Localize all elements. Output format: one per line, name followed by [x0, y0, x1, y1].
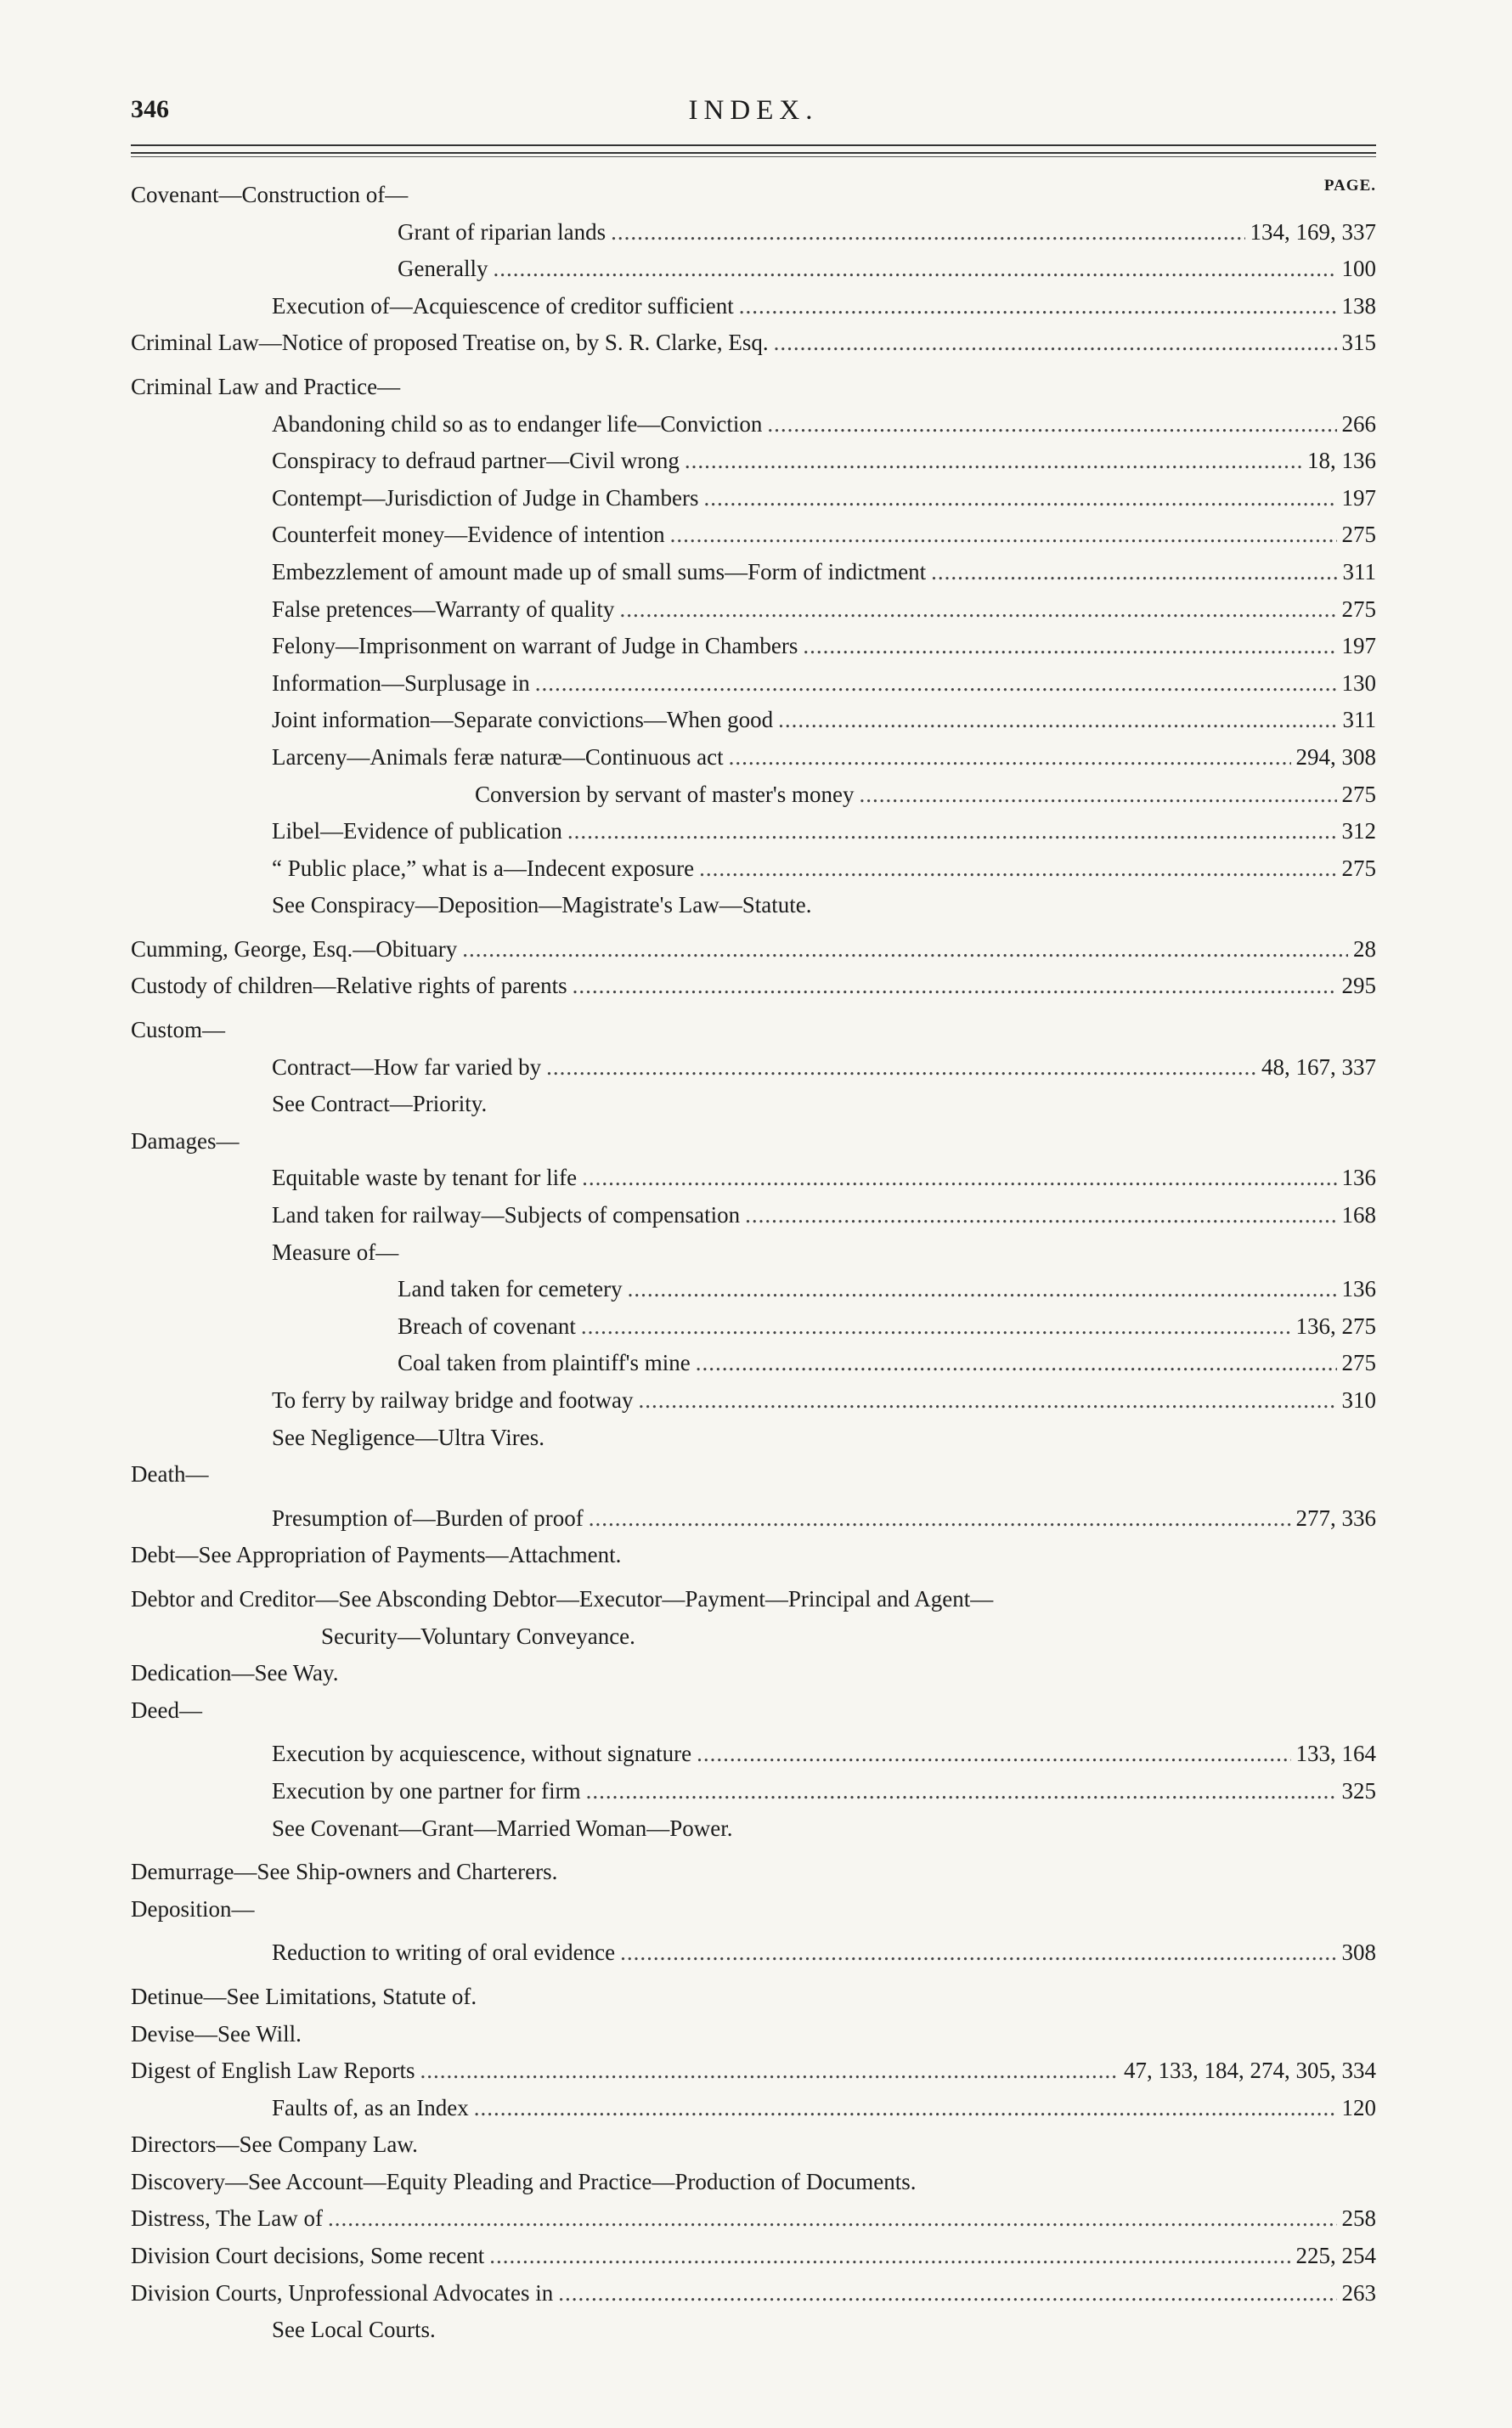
index-entry-pages: 133, 164 [1295, 1741, 1376, 1767]
dot-leader [697, 1736, 1290, 1773]
index-entry-pages: 275 [1341, 596, 1376, 622]
dot-leader [745, 1197, 1336, 1234]
index-entry [131, 369, 1376, 406]
index-entry-text: Grant of riparian lands [398, 218, 606, 245]
index-entry [131, 1086, 1376, 1123]
dot-leader [739, 288, 1337, 325]
index-entry [131, 554, 1376, 591]
index-entry [131, 1271, 1376, 1308]
index-entry [131, 2275, 1376, 2312]
index-entry-pages: 312 [1341, 818, 1376, 844]
dot-leader [931, 554, 1337, 591]
index-entry [131, 406, 1376, 443]
index-entry-text: Deposition— [131, 1895, 255, 1922]
index-entry-text: Digest of English Law Reports [131, 2058, 415, 2084]
index-entry-text: Discovery—See Account—Equity Pleading and Practice—Production of Documents. [131, 2168, 917, 2194]
dot-leader [582, 1160, 1336, 1197]
dot-leader [589, 1500, 1291, 1538]
index-entry-text: Abandoning child so as to endanger life—Conviction [272, 410, 763, 437]
index-entry [131, 1537, 1376, 1574]
index-entry-text: Coal taken from plaintiff's mine [398, 1350, 691, 1376]
index-entry-text: See Covenant—Grant—Married Woman—Power. [272, 1815, 733, 1841]
index-entry-text: Debt—See Appropriation of Payments—Attachment. [131, 1542, 622, 1568]
index-entry [131, 2164, 1376, 2201]
dot-leader [535, 665, 1337, 703]
index-entry [131, 2312, 1376, 2349]
index-entry-pages: 28 [1353, 935, 1376, 962]
index-entry [131, 1197, 1376, 1234]
index-entry-text: Land taken for cemetery [398, 1276, 623, 1302]
index-entry-text: Division Court decisions, Some recent [131, 2243, 485, 2269]
index-entry-text: Faults of, as an Index [272, 2094, 469, 2120]
index-entry [131, 702, 1376, 739]
dot-leader [474, 2090, 1337, 2127]
index-entry-text: Execution by one partner for firm [272, 1777, 581, 1804]
index-entry [131, 325, 1376, 362]
index-entry-text: Land taken for railway—Subjects of compensation [272, 1202, 741, 1228]
index-entry [131, 931, 1376, 968]
dot-leader [573, 968, 1337, 1005]
dot-leader [462, 931, 1348, 968]
index-entry-pages: 47, 133, 184, 274, 305, 334 [1124, 2058, 1376, 2084]
index-entry-pages: 168 [1341, 1202, 1376, 1228]
index-entry [131, 1234, 1376, 1272]
index-entry [131, 1420, 1376, 1457]
index-entry-text: To ferry by railway bridge and footway [272, 1387, 634, 1413]
index-entry-pages: 295 [1341, 973, 1376, 999]
index-entry [131, 2126, 1376, 2164]
index-entry-pages: 136 [1341, 1165, 1376, 1191]
index-entry-text: Dedication—See Way. [131, 1660, 339, 1686]
index-entry [131, 1012, 1376, 1049]
index-entry [131, 2053, 1376, 2090]
index-entry-pages: 136 [1341, 1276, 1376, 1302]
dot-leader [774, 325, 1337, 362]
index-entry [131, 1979, 1376, 2016]
index-entry [131, 887, 1376, 924]
index-entry-text: Contempt—Jurisdiction of Judge in Chambers [272, 484, 699, 511]
index-entry [131, 628, 1376, 665]
index-entry [131, 739, 1376, 776]
index-entry [131, 850, 1376, 888]
index-entry [131, 517, 1376, 554]
index-entry-text: Cumming, George, Esq.—Obituary [131, 935, 458, 962]
index-entry [131, 1049, 1376, 1087]
index-entry [131, 1934, 1376, 1972]
dot-leader [611, 214, 1244, 251]
dot-leader [558, 2275, 1336, 2312]
index-entry-pages: 311 [1342, 558, 1376, 584]
index-entry-text: Demurrage—See Ship-owners and Charterers. [131, 1859, 558, 1885]
index-entry-pages: 277, 336 [1295, 1505, 1376, 1531]
index-entry-text: Contract—How far varied by [272, 1053, 542, 1080]
index-entry [131, 968, 1376, 1005]
index-entry-text: See Contract—Priority. [272, 1091, 488, 1117]
index-entry-text: Information—Surplusage in [272, 669, 530, 696]
index-entry-text: Libel—Evidence of publication [272, 818, 562, 844]
index-entry [131, 1308, 1376, 1346]
index-entry-pages: 18, 136 [1307, 448, 1376, 474]
index-entry [131, 177, 1376, 214]
index-entry-text: Directors—See Company Law. [131, 2132, 418, 2158]
index-entry [131, 1456, 1376, 1494]
index-entry-text: Equitable waste by tenant for life [272, 1165, 578, 1191]
index-entry-text: Covenant—Construction of— [131, 182, 409, 207]
index-entry-pages: 258 [1341, 2205, 1376, 2232]
dot-leader [778, 702, 1337, 739]
index-entry [131, 2238, 1376, 2275]
index-entry [131, 1891, 1376, 1928]
dot-leader [581, 1308, 1291, 1346]
dot-leader [620, 1934, 1336, 1972]
dot-leader [586, 1773, 1337, 1810]
index-entry-text: Felony—Imprisonment on warrant of Judge in Chambers [272, 633, 798, 659]
index-entry-text: Division Courts, Unprofessional Advocates in [131, 2279, 554, 2306]
index-entry-text: Deed— [131, 1697, 202, 1723]
dot-leader [670, 517, 1337, 554]
index-entry-pages: 130 [1341, 669, 1376, 696]
index-entry-text: See Conspiracy—Deposition—Magistrate's Law—Statute. [272, 892, 812, 918]
index-entry-pages: 275 [1341, 781, 1376, 807]
index-entry-pages: 48, 167, 337 [1261, 1053, 1376, 1080]
index-entry-pages: 263 [1341, 2279, 1376, 2306]
index-entry-text: Joint information—Separate convictions—When good [272, 707, 774, 733]
index-entry [131, 1773, 1376, 1810]
index-entry-pages: 315 [1341, 330, 1376, 356]
index-entry [131, 1160, 1376, 1197]
index-entry [131, 1810, 1376, 1848]
index-entry [131, 288, 1376, 325]
dot-leader [546, 1049, 1256, 1087]
index-entry-pages: 197 [1341, 633, 1376, 659]
index-entry-pages: 136, 275 [1295, 1313, 1376, 1339]
index-entry-pages: 294, 308 [1295, 743, 1376, 770]
index-entry-pages: 275 [1341, 1350, 1376, 1376]
index-entry-text: Conspiracy to defraud partner—Civil wrong [272, 448, 680, 474]
dot-leader [699, 850, 1336, 888]
index-entry [131, 1581, 1376, 1618]
index-entry-text: Security—Voluntary Conveyance. [321, 1623, 635, 1649]
dot-leader [628, 1271, 1337, 1308]
dot-leader [767, 406, 1336, 443]
index-entry [131, 591, 1376, 629]
dot-leader [729, 739, 1291, 776]
index-entry [131, 2090, 1376, 2127]
index-entry-text: Generally [398, 256, 488, 282]
index-entry-text: Devise—See Will. [131, 2020, 302, 2047]
index-entry [131, 1382, 1376, 1420]
index-entry-text: Distress, The Law of [131, 2205, 323, 2232]
index-entry-pages: 275 [1341, 855, 1376, 881]
index-entry-text: Presumption of—Burden of proof [272, 1505, 584, 1531]
dot-leader [703, 480, 1336, 517]
index-entry-pages: 325 [1341, 1777, 1376, 1804]
dot-leader [493, 251, 1336, 288]
index-entry-text: Criminal Law and Practice— [131, 373, 401, 399]
index-entry-pages: 266 [1341, 410, 1376, 437]
index-entry-pages: 275 [1341, 522, 1376, 548]
header-rule-double [131, 152, 1376, 154]
index-entry [131, 251, 1376, 288]
index-entry-text: Criminal Law—Notice of proposed Treatise on, by S. R. Clarke, Esq. [131, 330, 769, 356]
index-entry-pages: 308 [1341, 1940, 1376, 1966]
index-entry-pages: 100 [1341, 256, 1376, 282]
index-entry-text: See Negligence—Ultra Vires. [272, 1424, 545, 1450]
index-entry-text: Custody of children—Relative rights of parents [131, 973, 567, 999]
index-entry-text: Execution of—Acquiescence of creditor sufficient [272, 292, 734, 319]
dot-leader [489, 2238, 1290, 2275]
dot-leader [638, 1382, 1336, 1420]
index-entry-pages: 120 [1341, 2094, 1376, 2120]
dot-leader [420, 2053, 1119, 2090]
dot-leader [619, 591, 1336, 629]
index-entry-text: Reduction to writing of oral evidence [272, 1940, 616, 1966]
index-entry [131, 1854, 1376, 1891]
page-title: INDEX. [688, 95, 819, 126]
index-entry-text: Damages— [131, 1127, 240, 1154]
dot-leader [860, 776, 1337, 814]
index-entry-text: Measure of— [272, 1239, 399, 1265]
dot-leader [567, 813, 1337, 850]
index-entry [131, 1692, 1376, 1730]
index-entry [131, 1618, 1376, 1656]
page-header [131, 95, 1376, 129]
index-entry-text: Execution by acquiescence, without signature [272, 1741, 692, 1767]
index-entry [131, 813, 1376, 850]
page-column-label: PAGE. [1323, 177, 1376, 195]
index-entry-text: Detinue—See Limitations, Statute of. [131, 1983, 477, 2009]
index-entry [131, 1736, 1376, 1773]
index-entry-text: Death— [131, 1461, 209, 1488]
index-list [131, 177, 1376, 2349]
index-entry-text: See Local Courts. [272, 2317, 436, 2343]
index-entry [131, 443, 1376, 480]
page-number: 346 [131, 95, 169, 123]
index-entry-pages: 138 [1341, 292, 1376, 319]
dot-leader [328, 2200, 1337, 2238]
index-entry [131, 665, 1376, 703]
index-entry-pages: 197 [1341, 484, 1376, 511]
index-entry-pages: 310 [1341, 1387, 1376, 1413]
dot-leader [696, 1345, 1337, 1382]
index-entry-text: Larceny—Animals feræ naturæ—Continuous act [272, 743, 724, 770]
index-entry [131, 480, 1376, 517]
index-entry-pages: 134, 169, 337 [1250, 218, 1376, 245]
index-entry-pages: 225, 254 [1295, 2243, 1376, 2269]
index-entry-pages: 311 [1342, 707, 1376, 733]
index-entry-text: Breach of covenant [398, 1313, 576, 1339]
dot-leader [685, 443, 1302, 480]
index-entry [131, 214, 1376, 251]
index-entry [131, 1655, 1376, 1692]
index-entry-text: Debtor and Creditor—See Absconding Debtor—Executor—Payment—Principal and Agent— [131, 1585, 994, 1612]
index-entry-text: False pretences—Warranty of quality [272, 596, 615, 622]
index-entry-text: Conversion by servant of master's money [475, 781, 855, 807]
dot-leader [803, 628, 1336, 665]
index-entry [131, 776, 1376, 814]
index-entry [131, 2016, 1376, 2053]
header-rule [131, 144, 1376, 146]
header-rule-thin [131, 156, 1376, 157]
index-entry [131, 1500, 1376, 1538]
index-entry [131, 2200, 1376, 2238]
index-entry [131, 1345, 1376, 1382]
index-entry-text: Embezzlement of amount made up of small sums—Form of indictment [272, 558, 927, 584]
index-entry-text: Counterfeit money—Evidence of intention [272, 522, 665, 548]
index-entry [131, 1123, 1376, 1160]
index-entry-text: “ Public place,” what is a—Indecent exposure [272, 855, 695, 881]
index-entry-text: Custom— [131, 1017, 226, 1043]
